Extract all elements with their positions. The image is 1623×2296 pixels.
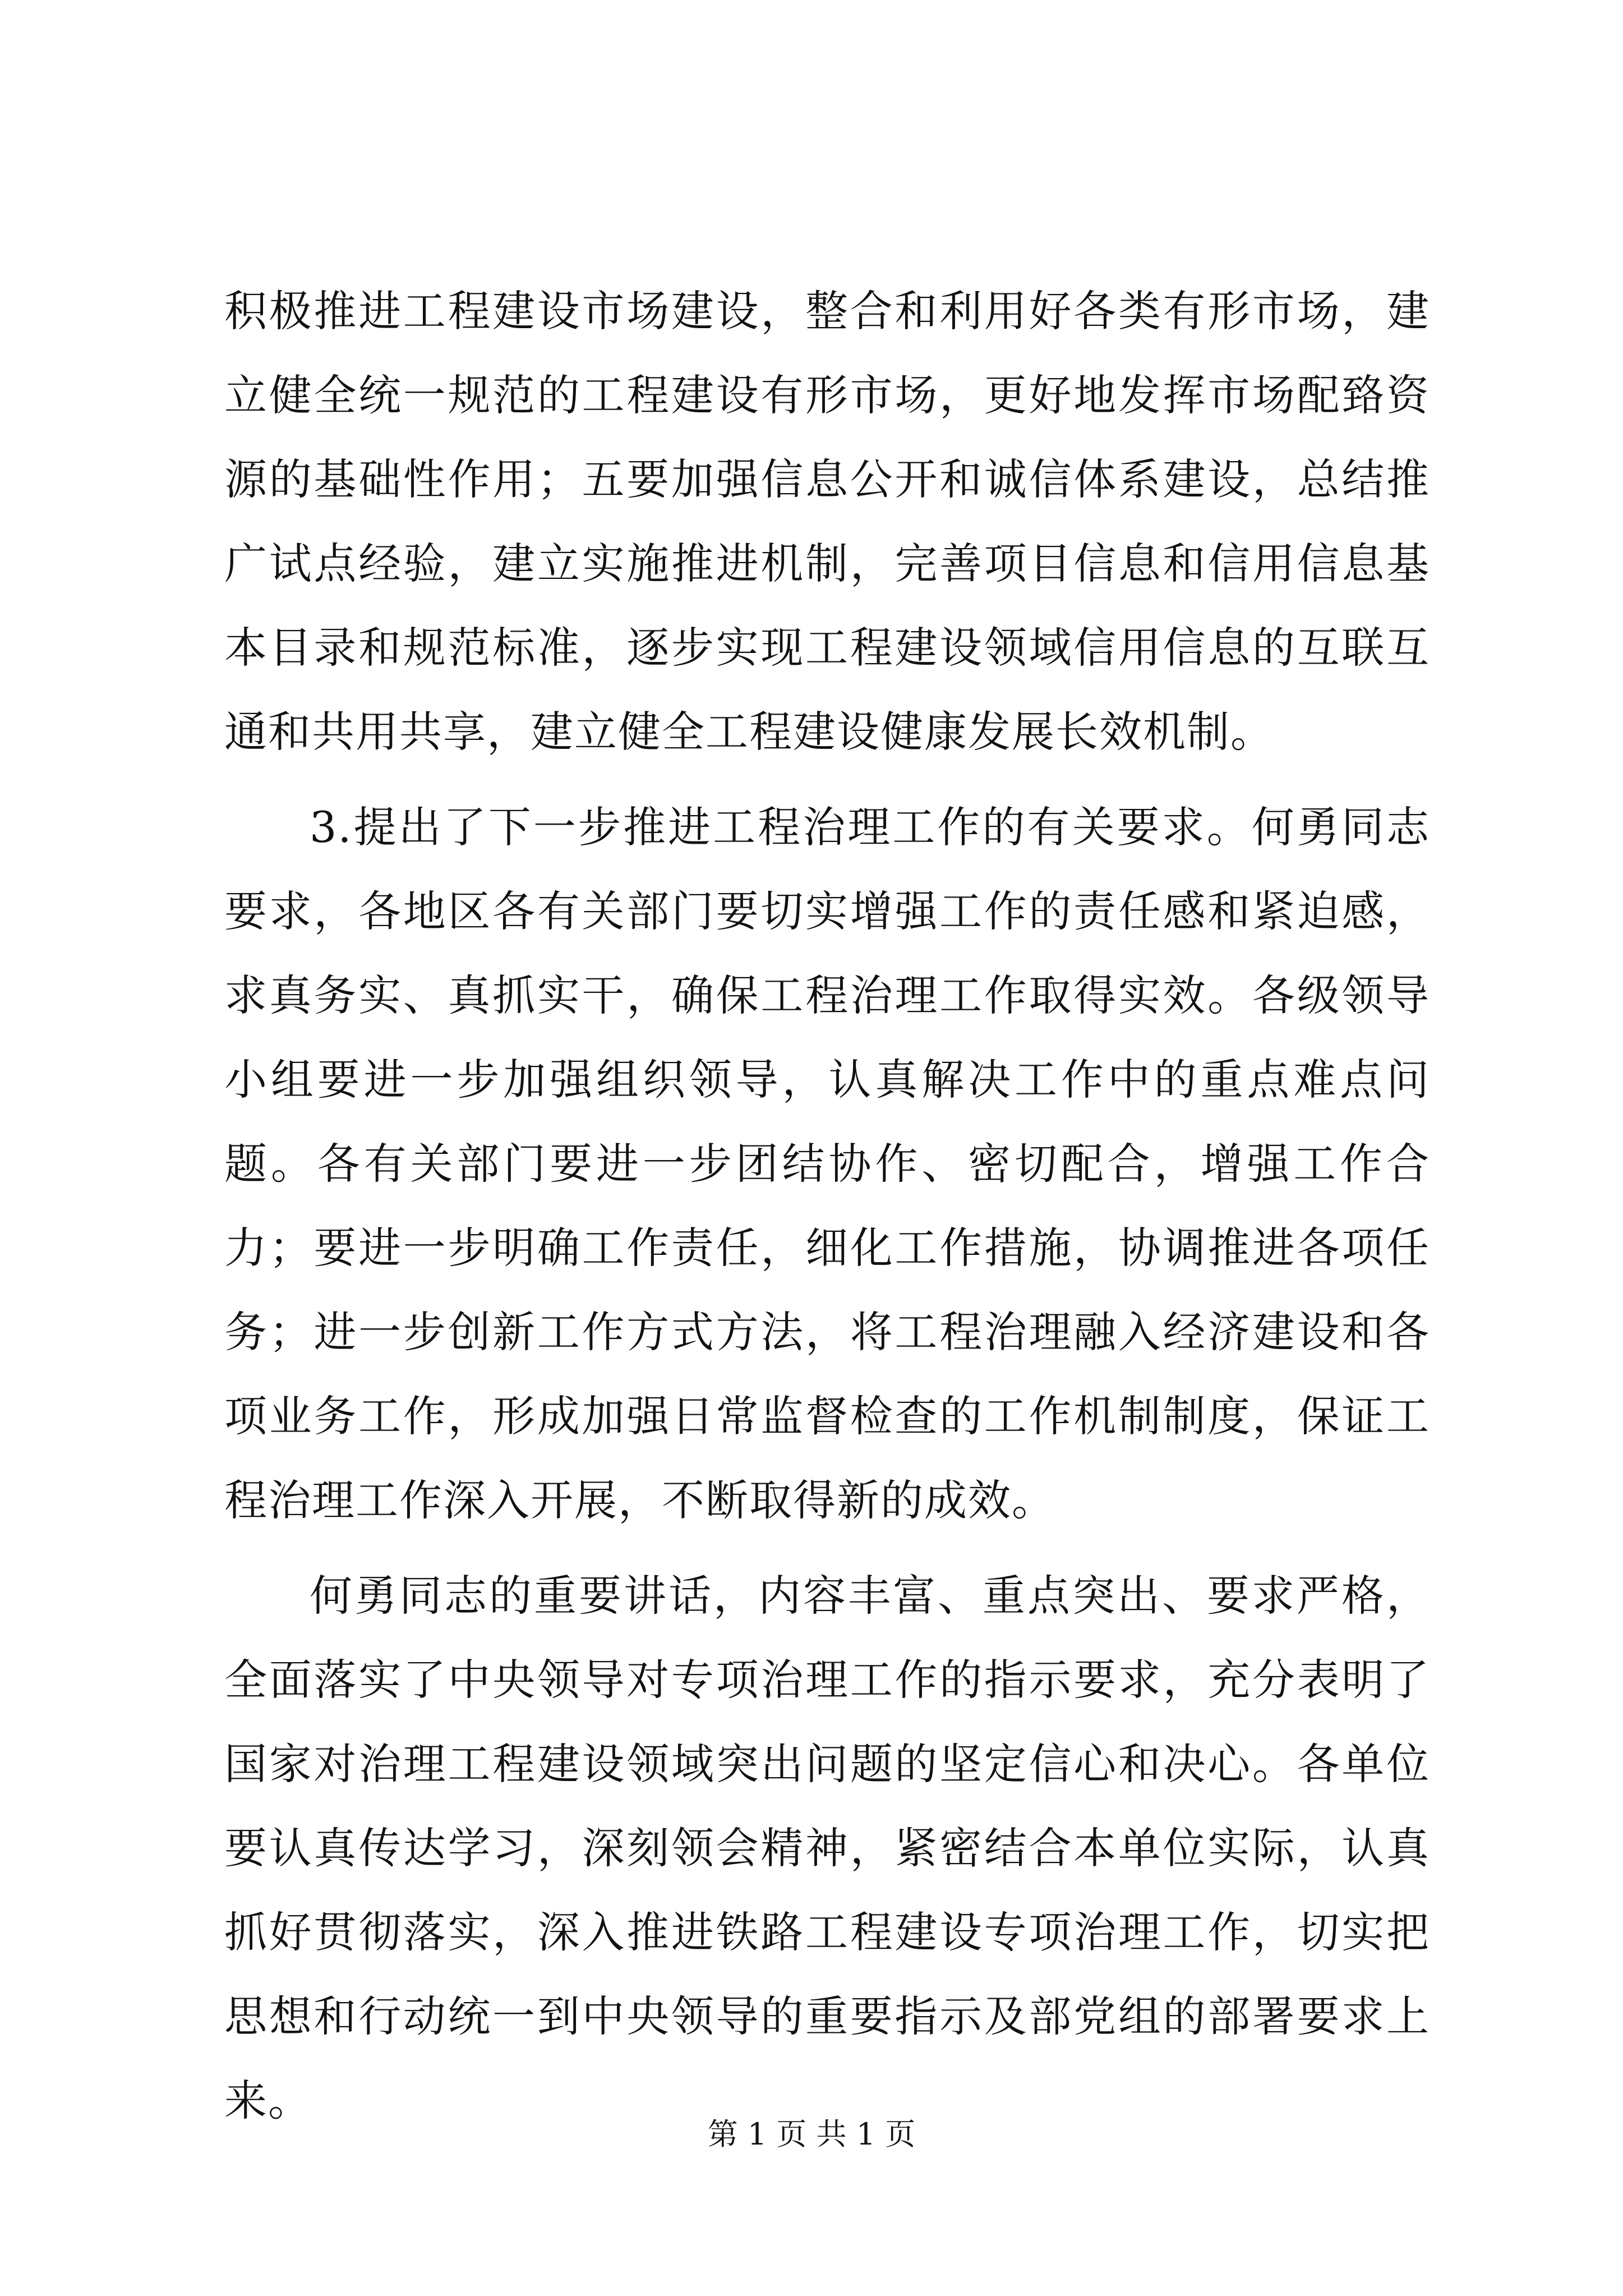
paragraph-requirements: 3.提出了下一步推进工程治理工作的有关要求。何勇同志要求，各地区各有关部门要切实增强工作的责任感和紧迫感，求真务实、真抓实干，确保工程治理工作取得实效。各级领导小组要进一步加强组织领导，认真解决工作中的重点难点问题。各有关部门要进一步团结协作、密切配合，增强工作合力；要进一步明确工作责任，细化工作措施，协调推进各项任务；进一步创新工作方式方法，将工程治理融入经济建设和各项业务工作，形成加强日常监督检查的工作机制制度，保证工程治理工作深入开展，不断取得新的成效。 bbox=[224, 802, 1430, 1525]
document-body bbox=[224, 269, 1430, 2143]
page-footer: 第 1 页 共 1 页 bbox=[707, 2116, 916, 2152]
paragraph-summary: 何勇同志的重要讲话，内容丰富、重点突出、要求严格，全面落实了中央领导对专项治理工作的指示要求，充分表明了国家对治理工程建设领域突出问题的坚定信心和决心。各单位要认真传达学习，深刻领会精神，紧密结合本单位实际，认真抓好贯彻落实，深入推进铁路工程建设专项治理工作，切实把思想和行动统一到中央领导的重要指示及部党组的部署要求上来。 bbox=[224, 1571, 1430, 2125]
paragraph-continuation: 积极推进工程建设市场建设，整合和利用好各类有形市场，建立健全统一规范的工程建设有形市场，更好地发挥市场配臵资源的基础性作用；五要加强信息公开和诚信体系建设，总结推广试点经验，建立实施推进机制，完善项目信息和信用信息基本目录和规范标准，逐步实现工程建设领域信用信息的互联互通和共用共享，建立健全工程建设健康发展长效机制。 bbox=[224, 286, 1430, 757]
